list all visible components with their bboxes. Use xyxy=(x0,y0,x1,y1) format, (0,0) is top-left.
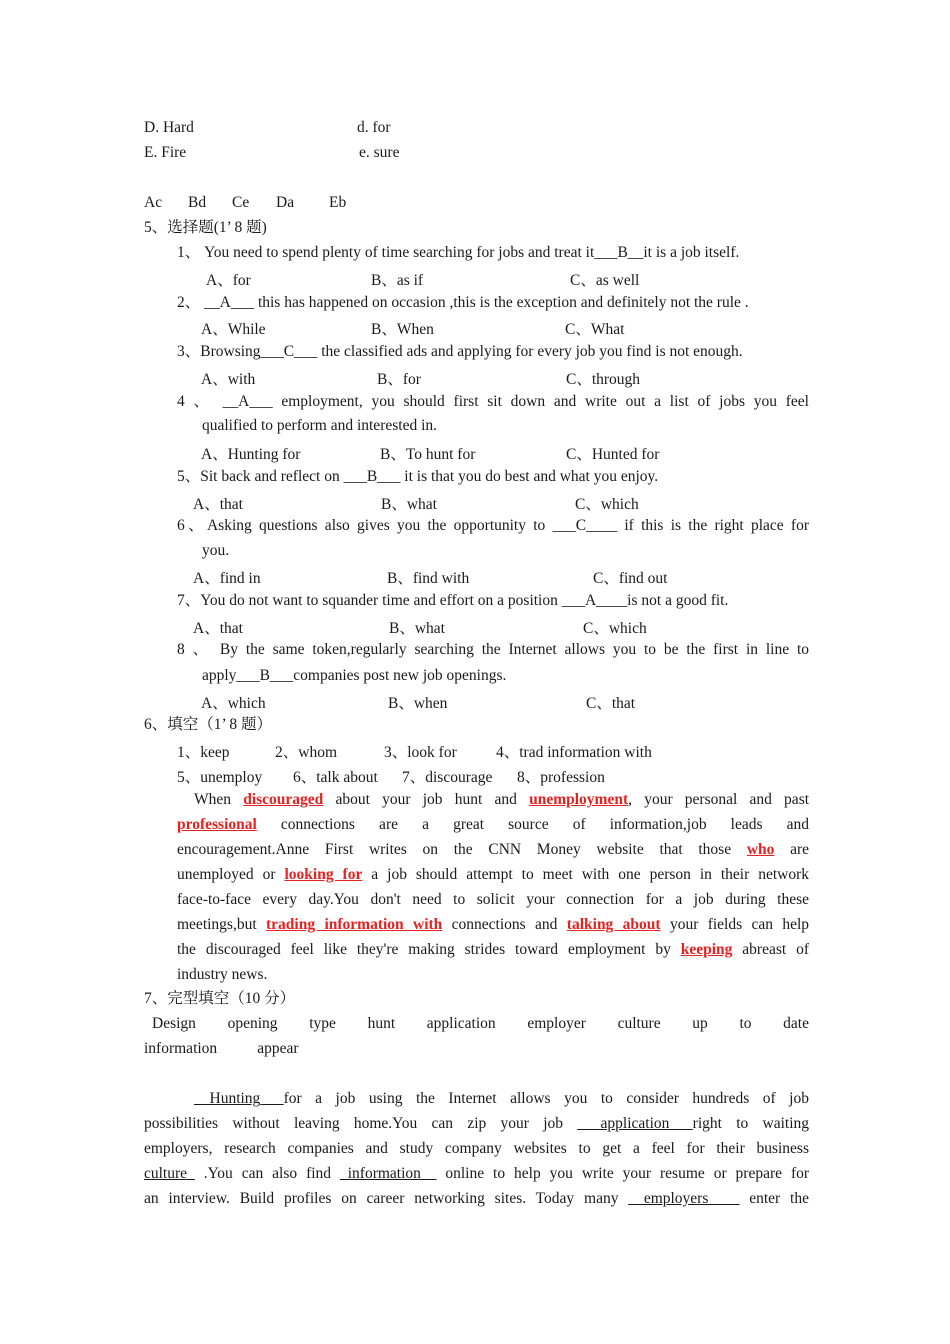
mc-q1-option-a: A、for xyxy=(206,272,251,289)
mc-question-4-cont: qualified to perform and interested in. xyxy=(202,417,438,434)
mc-q8-option-c: C、that xyxy=(586,695,636,712)
word-bank-5: 5、unemploy xyxy=(177,769,263,786)
answer-looking-for: looking for xyxy=(284,866,363,883)
mc-q2-option-a: A、While xyxy=(201,321,266,338)
match-right-d: d. for xyxy=(357,119,391,136)
passage6-line-5: face-to-face every day.You don't need to solicit your connection for a job during these xyxy=(177,891,809,908)
match-answer-4: Da xyxy=(276,194,295,211)
match-right-e: e. sure xyxy=(359,144,400,161)
mc-q8-option-a: A、which xyxy=(201,695,266,712)
mc-q5-option-c: C、which xyxy=(575,496,639,513)
mc-question-3: 3、Browsing___C___ the classified ads and applying for every job you find is not enough. xyxy=(177,343,743,360)
answer-talking-about: talking about xyxy=(566,916,661,933)
mc-q8-option-b: B、when xyxy=(388,695,448,712)
mc-q7-option-b: B、what xyxy=(389,620,445,637)
word-bank-1: 1、keep xyxy=(177,744,230,761)
mc-q5-option-a: A、that xyxy=(193,496,243,513)
mc-question-8: 8 、 By the same token,regularly searching the Internet allows you to be the first in line to xyxy=(177,641,809,658)
word-bank-4: 4、trad information with xyxy=(496,744,652,761)
match-answer-1: Ac xyxy=(144,194,163,211)
passage6-line-8: industry news. xyxy=(177,966,268,983)
passage6-line-4: unemployed or looking for a job should attempt to meet with one person in their network xyxy=(177,866,810,883)
word-bank-6: 6、talk about xyxy=(293,769,378,786)
mc-q3-option-a: A、with xyxy=(201,371,256,388)
passage7-line-3: employers, research companies and study company websites to get a feel for their business xyxy=(144,1140,809,1157)
passage6-line-1: When discouraged about your job hunt and unemployment, your personal and past xyxy=(194,791,810,808)
blank-information: _information__ xyxy=(339,1165,437,1182)
section7-word-bank-cont: information appear xyxy=(144,1040,299,1057)
word-bank-3: 3、look for xyxy=(384,744,457,761)
passage7-line-4: culture_ .You can also find _information__ online to help you write your resume or prepare for xyxy=(144,1165,810,1182)
blank-culture: culture_ xyxy=(144,1165,195,1182)
passage6-line-3: encouragement.Anne First writes on the CNN Money website that those who are xyxy=(177,841,810,858)
mc-q4-option-b: B、To hunt for xyxy=(380,446,476,463)
match-answer-3: Ce xyxy=(232,194,250,211)
mc-q5-option-b: B、what xyxy=(381,496,437,513)
mc-q1-option-b: B、as if xyxy=(371,272,424,289)
match-answer-5: Eb xyxy=(329,194,347,211)
mc-q2-option-b: B、When xyxy=(371,321,434,338)
section-7-heading: 7、完型填空（10 分） xyxy=(144,990,296,1007)
answer-discouraged: discouraged xyxy=(243,791,324,808)
answer-professional: professional xyxy=(177,816,257,833)
word-bank-8: 8、profession xyxy=(517,769,605,786)
section-5-heading: 5、选择题(1’ 8 题) xyxy=(144,219,267,236)
mc-q7-option-a: A、that xyxy=(193,620,243,637)
match-left-d: D. Hard xyxy=(144,119,194,136)
answer-unemployment: unemployment xyxy=(529,791,629,808)
mc-q1-option-c: C、as well xyxy=(570,272,640,289)
passage6-line-2: professional connections are a great source of information,job leads and xyxy=(177,816,810,833)
mc-question-5: 5、Sit back and reflect on ___B___ it is that you do best and what you enjoy. xyxy=(177,468,659,485)
mc-q3-option-c: C、through xyxy=(566,371,641,388)
mc-question-8-cont: apply___B___companies post new job openings. xyxy=(202,667,507,684)
passage6-line-7: the discouraged feel like they're making strides toward employment by keeping abreast of xyxy=(177,941,809,958)
section-6-heading: 6、填空（1’ 8 题） xyxy=(144,716,273,733)
mc-q7-option-c: C、which xyxy=(583,620,647,637)
answer-keeping: keeping xyxy=(680,941,733,958)
mc-question-4: 4 、 __A___ employment, you should first sit down and write out a list of jobs you feel xyxy=(177,393,809,410)
passage7-line-5: an interview. Build profiles on career networking sites. Today many __employers____ enter the xyxy=(144,1190,809,1207)
blank-application: ___application___ xyxy=(577,1115,693,1132)
word-bank-7: 7、discourage xyxy=(402,769,493,786)
passage6-line-6: meetings,but trading information with connections and talking about your fields can help xyxy=(177,916,810,933)
answer-who: who xyxy=(746,841,775,858)
match-answer-2: Bd xyxy=(188,194,207,211)
passage7-line-2: possibilities without leaving home.You can zip your job ___application___right to waiting xyxy=(144,1115,810,1132)
mc-q6-option-b: B、find with xyxy=(387,570,470,587)
mc-q4-option-c: C、Hunted for xyxy=(566,446,660,463)
mc-question-6: 6、Asking questions also gives you the opportunity to ___C____ if this is the right place for xyxy=(177,517,809,534)
mc-q3-option-b: B、for xyxy=(377,371,421,388)
passage7-line-1: __Hunting___for a job using the Internet allows you to consider hundreds of job xyxy=(194,1090,809,1107)
word-bank-2: 2、whom xyxy=(275,744,338,761)
section7-word-bank: Design opening type hunt application employer culture up to date xyxy=(152,1015,809,1032)
mc-question-2: 2、 __A___ this has happened on occasion ,this is the exception and definitely not the rule . xyxy=(177,294,749,311)
mc-q6-option-c: C、find out xyxy=(593,570,668,587)
blank-hunting: __Hunting___ xyxy=(194,1090,284,1107)
mc-q6-option-a: A、find in xyxy=(193,570,261,587)
mc-question-6-cont: you. xyxy=(202,542,230,559)
mc-q4-option-a: A、Hunting for xyxy=(201,446,301,463)
mc-q2-option-c: C、What xyxy=(565,321,625,338)
match-left-e: E. Fire xyxy=(144,144,187,161)
answer-trading-information-with: trading information with xyxy=(266,916,443,933)
mc-question-1: 1、 You need to spend plenty of time searching for jobs and treat it___B__it is a job itself. xyxy=(177,244,740,261)
blank-employers: __employers____ xyxy=(628,1190,740,1207)
mc-question-7: 7、You do not want to squander time and effort on a position ___A____is not a good fit. xyxy=(177,592,729,609)
